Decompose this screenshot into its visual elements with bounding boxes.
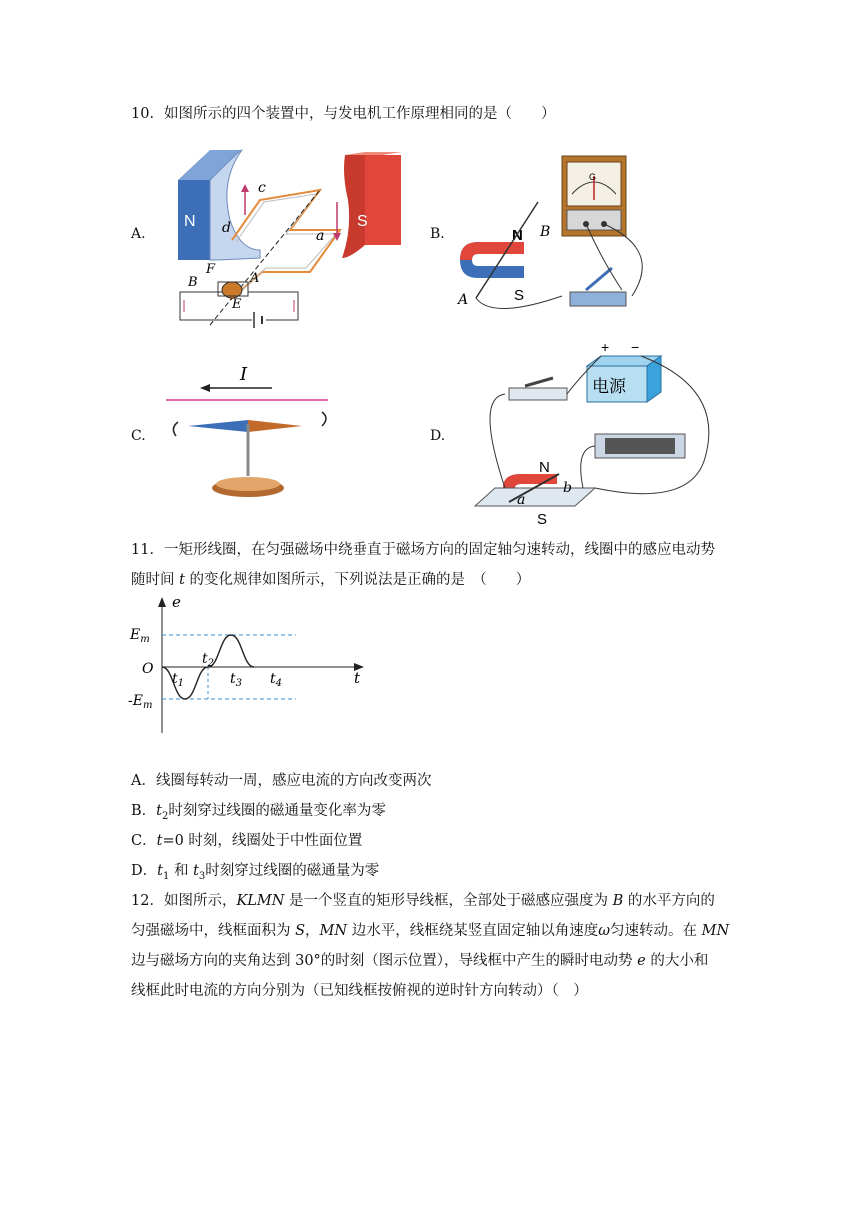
s-label: S — [357, 213, 368, 230]
q10-stem: 10．如图所示的四个装置中，与发电机工作原理相同的是（ ） — [131, 106, 556, 122]
d-horseshoe-magnet-n — [503, 474, 557, 488]
galvanometer-base — [567, 210, 621, 230]
q11-option-d-prefix: D． — [131, 863, 158, 879]
q11-option-d-sub1: 1 — [162, 870, 170, 882]
q12-line2 — [131, 921, 729, 941]
label-c: c — [258, 180, 266, 196]
q11-option-d-var2: t — [193, 863, 199, 879]
q12-text: 的水平方向的 — [623, 893, 715, 909]
q11-stem-text: 随时间 — [131, 572, 180, 588]
rheostat-coil — [605, 438, 675, 454]
switch-base — [570, 292, 626, 306]
q11-option-b-var: t — [156, 803, 162, 819]
b-s-label: S — [514, 287, 525, 304]
n-label: N — [184, 213, 196, 230]
q12-text: 的大小和 — [645, 953, 709, 969]
d-n-label: N — [539, 459, 550, 476]
q12-var-klmn: KLMN — [236, 893, 285, 909]
needle-left — [188, 420, 248, 432]
q12-text: 边与磁场方向的夹角达到 30°的时刻（图示位置），导线框中产生的瞬时电动势 — [131, 953, 638, 969]
q10-option-a-label: A. — [131, 226, 146, 242]
label-neg-em: $-E_m$ — [128, 693, 153, 711]
label-f: F — [206, 262, 216, 277]
label-em: $E_m$ — [130, 627, 150, 645]
q11-stem-line1: 11．一矩形线圈，在匀强磁场中绕垂直于磁场方向的固定轴匀速转动，线圈中的感应电动势 — [131, 542, 715, 558]
q11-option-d — [131, 861, 379, 887]
b-label-b: B — [540, 224, 551, 240]
origin-label: O — [142, 661, 154, 677]
stand-base-top — [216, 477, 280, 491]
rotation-arrow-left-icon — [173, 422, 178, 436]
q11-option-b-text: 时刻穿过线圈的磁通量变化率为零 — [168, 803, 386, 819]
d-s-label: S — [537, 511, 548, 528]
figure-a-generator — [170, 140, 410, 330]
q12-text: 是一个竖直的矩形导线框，全部处于磁感应强度为 — [284, 893, 613, 909]
q11-option-d-var1: t — [157, 863, 163, 879]
coil-wire — [230, 190, 340, 300]
s-magnet-pole-face — [342, 155, 365, 258]
q12-line1 — [131, 891, 715, 911]
switch-lever — [586, 268, 612, 290]
d-platform — [475, 488, 595, 506]
q12-var-mn-2: MN — [701, 923, 730, 939]
q11-option-d-text: 时刻穿过线圈的磁通量为零 — [205, 863, 380, 879]
q11-option-c-text: =0 时刻，线圈处于中性面位置 — [162, 833, 363, 849]
q12-text: 匀强磁场中，线框面积为 — [131, 923, 296, 939]
figure-d-apparatus — [465, 338, 725, 528]
e-axis-arrow-icon — [158, 597, 166, 607]
q10-option-d-label: D. — [430, 428, 446, 444]
q12-var-omega: ω — [598, 923, 611, 939]
arrowhead-up-icon — [241, 184, 249, 192]
q11-option-c — [131, 831, 362, 851]
q12-var-s: S — [295, 923, 306, 939]
q11-stem-text-2: 的变化规律如图所示，下列说法是正确的是 （ ） — [184, 572, 531, 588]
current-i-label: I — [240, 364, 248, 385]
needle-right — [248, 420, 302, 432]
horseshoe-magnet-n — [460, 242, 524, 260]
axis-label-e: e — [172, 593, 181, 611]
d-label-a: a — [517, 492, 526, 508]
q12-var-mn: MN — [319, 923, 348, 939]
d-switch-lever — [525, 378, 553, 386]
q12-text: 匀速转动。在 — [610, 923, 702, 939]
label-t4: $t_4$ — [270, 671, 283, 689]
figure-b-induction — [452, 150, 662, 315]
q12-line3 — [131, 951, 708, 971]
q12-line4: 线框此时电流的方向分别为（已知线框按俯视的逆时针方向转动）（ ） — [131, 983, 588, 999]
q10-option-c-label: C. — [131, 428, 146, 444]
minus-label: − — [631, 339, 640, 355]
figure-c-oersted — [160, 360, 335, 500]
b-n-label: N — [512, 227, 523, 244]
q11-option-c-var: t — [156, 833, 163, 849]
source-label: 电源 — [592, 377, 626, 397]
label-t2: $t_2$ — [202, 651, 215, 669]
s-magnet-front — [365, 155, 401, 245]
q11-option-b-sub: 2 — [161, 810, 169, 822]
q12-text: ， — [305, 923, 320, 939]
galvanometer-g: G — [589, 172, 597, 182]
rotation-arrow-right-icon — [322, 412, 326, 426]
q11-option-b-prefix: B． — [131, 803, 157, 819]
axis-label-t: t — [354, 669, 361, 687]
q10-option-b-label: B. — [430, 226, 445, 242]
d-label-b: b — [563, 480, 572, 496]
q12-var-b: B — [612, 893, 624, 909]
q11-emf-graph — [128, 593, 376, 738]
d-switch-base — [509, 388, 567, 400]
label-e: E — [232, 297, 242, 312]
label-d: d — [222, 220, 231, 236]
circuit-right — [248, 292, 298, 320]
label-a: a — [316, 228, 325, 244]
label-a-brush: A — [250, 271, 260, 286]
label-b: B — [188, 275, 198, 290]
q11-option-a: A．线圈每转动一周，感应电流的方向改变两次 — [131, 773, 432, 789]
label-t3: $t_3$ — [230, 671, 243, 689]
label-t1: $t_1$ — [172, 671, 185, 689]
q11-option-b — [131, 801, 386, 827]
q11-option-d-sub2: 3 — [198, 870, 206, 882]
q11-option-d-mid: 和 — [169, 863, 194, 879]
current-arrowhead-icon — [200, 384, 210, 392]
q11-stem-var-t: t — [179, 572, 185, 588]
q12-text: 边水平，线框绕某竖直固定轴以角速度 — [347, 923, 599, 939]
s-magnet-top — [345, 152, 402, 155]
q12-text: 12．如图所示， — [131, 893, 237, 909]
q11-stem-line2 — [131, 570, 530, 590]
q11-option-c-prefix: C． — [131, 833, 157, 849]
plus-label: + — [601, 339, 610, 355]
q12-var-e: e — [637, 953, 646, 969]
b-label-a: A — [458, 292, 469, 308]
